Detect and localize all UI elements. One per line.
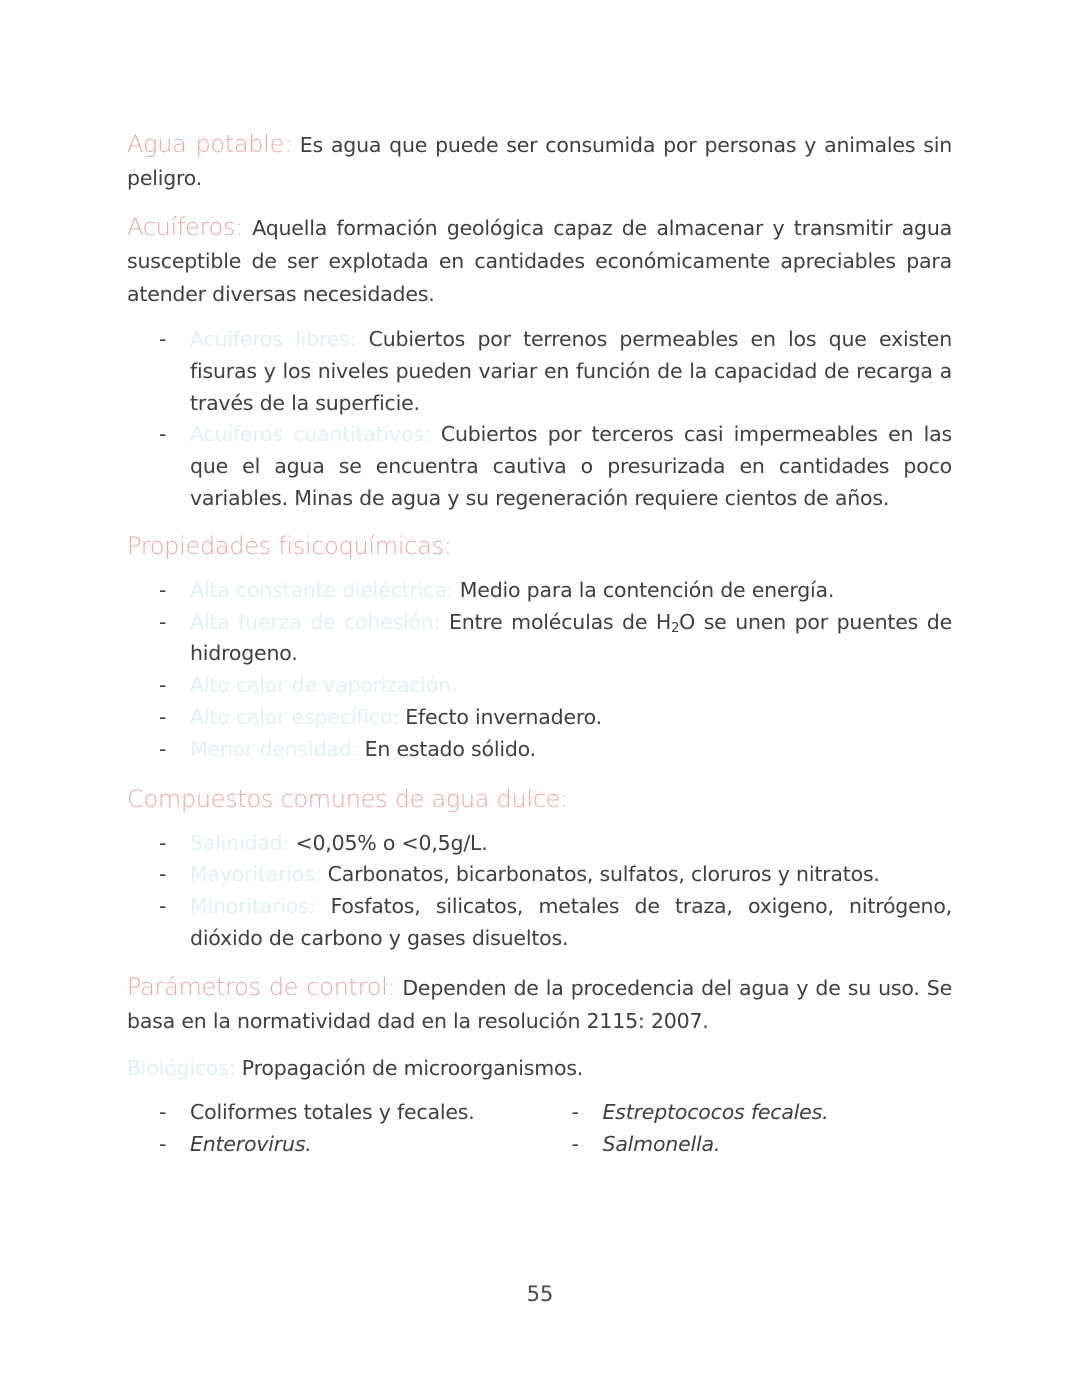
- dash-bullet: -: [571, 1099, 579, 1124]
- dash-bullet: -: [159, 609, 167, 634]
- acuiferos-text: Aquella formación geológica capaz de almacenar y transmitir agua susceptible de ser explotada en cantidades económicamente apreciables para atender diversas necesidades.: [127, 216, 952, 306]
- property-text: Entre moléculas de H: [440, 609, 672, 634]
- list-item: [540, 1097, 953, 1129]
- dash-bullet: -: [159, 673, 167, 698]
- agua-potable-term: Agua potable:: [127, 130, 292, 158]
- compound-text: Carbonatos, bicarbonatos, sulfatos, cloruros y nitratos.: [321, 862, 880, 887]
- dash-bullet: -: [159, 830, 167, 855]
- list-item: [127, 702, 952, 734]
- organism-text: Coliformes totales y fecales.: [190, 1099, 475, 1124]
- property-term: Alto calor específico:: [190, 704, 399, 729]
- acuiferos-term: Acuíferos:: [127, 213, 243, 241]
- propiedades-heading: Propiedades fisicoquímicas:: [127, 531, 452, 560]
- document-page: [127, 128, 952, 1160]
- compound-text: <0,05% o <0,5g/L.: [289, 830, 488, 855]
- dash-bullet: -: [159, 736, 167, 761]
- list-item: [127, 891, 952, 955]
- dash-bullet: -: [159, 577, 167, 602]
- list-item: [127, 575, 952, 607]
- compound-text: Fosfatos, silicatos, metales de traza, oxigeno, nitrógeno, dióxido de carbono y gases disueltos.: [190, 894, 952, 950]
- agua-potable-paragraph: [127, 128, 952, 195]
- list-item: [127, 828, 952, 860]
- acuiferos-list: [127, 324, 952, 515]
- biologicos-list-left: [127, 1097, 540, 1161]
- compuestos-list: [127, 828, 952, 955]
- property-text-cont: O se unen por puentes de hidrogeno.: [190, 609, 952, 666]
- compound-term: Mayoritarios:: [190, 862, 322, 887]
- parametros-paragraph: [127, 971, 952, 1038]
- parametros-text: Dependen de la procedencia del agua y de su uso. Se basa en la normatividad dad en la resolución 2115: 2007.: [127, 975, 952, 1033]
- acuiferos-libres-text: Cubiertos por terrenos permeables en los que existen fisuras y los niveles pueden variar en función de la capacidad de recarga a través de la superficie.: [190, 327, 952, 415]
- biologicos-term: Biológicos:: [127, 1055, 236, 1080]
- list-item: [127, 324, 952, 419]
- list-item: [127, 670, 952, 702]
- compuestos-heading: Compuestos comunes de agua dulce:: [127, 784, 568, 813]
- property-term: Alta constante dieléctrica:: [190, 577, 454, 602]
- compound-term: Salinidad:: [190, 830, 290, 855]
- organism-text: Estreptococos fecales.: [602, 1099, 829, 1124]
- dash-bullet: -: [159, 862, 167, 887]
- organism-text: Salmonella.: [602, 1131, 721, 1156]
- property-term: Alto calor de vaporización.: [190, 673, 458, 698]
- subscript-2: 2: [671, 620, 680, 636]
- dash-bullet: -: [159, 1131, 167, 1156]
- organism-text: Enterovirus.: [190, 1131, 312, 1156]
- dash-bullet: -: [159, 1099, 167, 1124]
- acuiferos-paragraph: [127, 211, 952, 311]
- list-item: [540, 1129, 953, 1161]
- acuiferos-cuantitativos-term: Acuíferos cuantitativos:: [190, 422, 431, 447]
- list-item: [127, 734, 952, 766]
- property-text: Efecto invernadero.: [398, 704, 602, 729]
- property-text: En estado sólido.: [358, 736, 536, 761]
- compound-term: Minoritarios:: [190, 894, 316, 919]
- biologicos-paragraph: [127, 1052, 952, 1085]
- acuiferos-cuantitativos-text: Cubiertos por terceros casi impermeables en las que el agua se encuentra cautiva o presurizada en cantidades poco variables. Minas de agua y su regeneración requiere cientos de años.: [190, 422, 953, 510]
- page-number: 55: [526, 1282, 554, 1306]
- list-item: [127, 419, 952, 514]
- property-text: Medio para la contención de energía.: [453, 577, 835, 602]
- parametros-term: Parámetros de control:: [127, 972, 396, 1001]
- biologicos-columns: [127, 1097, 952, 1161]
- dash-bullet: -: [159, 327, 167, 351]
- dash-bullet: -: [159, 422, 167, 447]
- biologicos-list-right: [540, 1097, 953, 1161]
- agua-potable-text: Es agua que puede ser consumida por personas y animales sin peligro.: [127, 133, 952, 190]
- list-item: [127, 607, 952, 671]
- list-item: [127, 1097, 540, 1129]
- dash-bullet: -: [159, 894, 167, 919]
- list-item: [127, 859, 952, 891]
- list-item: [127, 1129, 540, 1161]
- property-term: Menor densidad:: [190, 736, 359, 761]
- dash-bullet: -: [571, 1131, 579, 1156]
- propiedades-list: [127, 575, 952, 766]
- biologicos-text: Propagación de microorganismos.: [235, 1055, 584, 1080]
- dash-bullet: -: [159, 704, 167, 729]
- acuiferos-libres-term: Acuíferos libres:: [190, 327, 357, 351]
- property-term: Alta fuerza de cohesión:: [190, 609, 441, 634]
